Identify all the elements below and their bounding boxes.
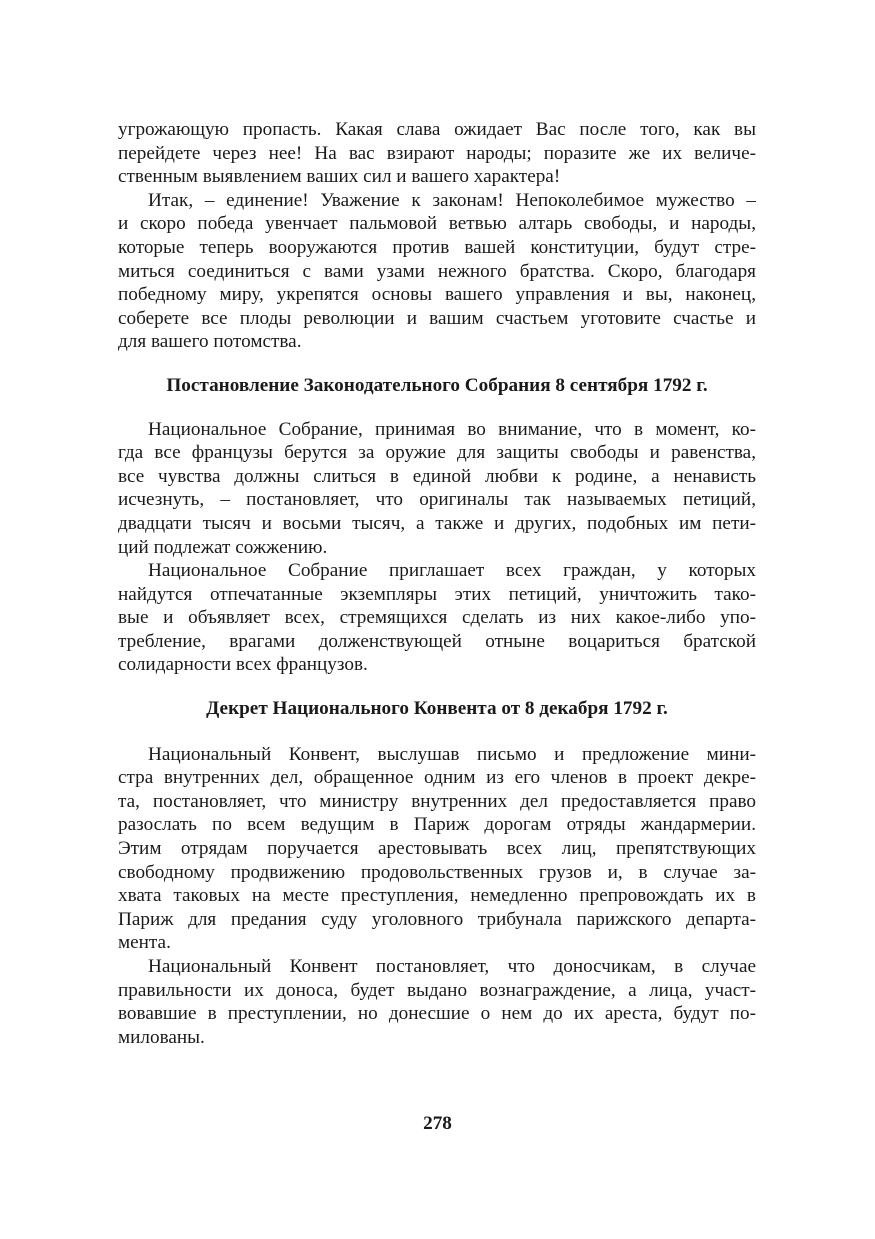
text-line: победному миру, укрепятся основы вашего управления и вы, наконец,: [118, 284, 756, 306]
text-line: исчезнуть, – постановляет, что оригиналы так называемых петиций,: [118, 489, 756, 511]
decree-paragraph-2: [118, 955, 756, 1049]
text-line: Национальное Собрание, принимая во внимание, что в момент, ко-: [148, 418, 756, 440]
text-line: Париж для предания суду уголовного трибунала парижского департа-: [118, 908, 756, 930]
text-line: двадцати тысяч и восьми тысяч, а также и других, подобных им пети-: [118, 512, 756, 534]
text-line: которые теперь вооружаются против вашей конституции, будут стре-: [118, 236, 756, 258]
text-line: для вашего потомства.: [118, 331, 302, 353]
text-line: все чувства должны слиться в единой любви к родине, а ненависть: [118, 465, 756, 487]
page-body: [118, 118, 756, 1049]
text-line: мента.: [118, 932, 171, 954]
intro-paragraph-1: [118, 118, 756, 189]
text-line: перейдете через нее! На вас взирают народы; поразите же их величе-: [118, 142, 756, 164]
text-line: гда все французы берутся за оружие для защиты свободы и равенства,: [118, 442, 756, 464]
page-number: 278: [423, 1113, 452, 1134]
text-line: Национальный Конвент постановляет, что доносчикам, в случае: [148, 956, 756, 977]
text-line: разослать по всем ведущим в Париж дорогам отряды жандармерии.: [118, 814, 756, 836]
text-line: вые и объявляет всех, стремящихся сделать из них какое-либо упо-: [118, 607, 756, 629]
text-line: свободному продвижению продовольственных грузов и, в случае за-: [118, 861, 756, 883]
text-line: Итак, – единение! Уважение к законам! Непоколебимое мужество –: [148, 189, 756, 211]
section-heading-resolution: Постановление Законодательного Собрания 8 сентября 1792 г.: [166, 374, 708, 396]
text-line: вовавшие в преступлении, но донесшие о нем до их ареста, будут по-: [118, 1003, 756, 1025]
section-heading-decree: Декрет Национального Конвента от 8 декабря 1792 г.: [206, 698, 668, 720]
intro-paragraph-2: [118, 189, 756, 354]
text-line: солидарности всех французов.: [118, 654, 368, 676]
resolution-paragraph-2: [118, 559, 756, 677]
text-line: та, постановляет, что министру внутренних дел предоставляется право: [118, 790, 756, 812]
text-line: Национальный Конвент, выслушав письмо и предложение мини-: [148, 743, 756, 765]
text-line: правильности их доноса, будет выдано вознаграждение, а лица, участ-: [118, 979, 756, 1001]
text-line: Национальное Собрание приглашает всех граждан, у которых: [148, 560, 756, 582]
decree-paragraph-1: [118, 743, 756, 955]
text-line: угрожающую пропасть. Какая слава ожидает Вас после того, как вы: [118, 119, 756, 140]
text-line: требление, врагами долженствующей отныне воцариться братской: [118, 630, 756, 652]
resolution-paragraph-1: [118, 418, 756, 560]
text-line: и скоро победа увенчает пальмовой ветвью алтарь свободы, и народы,: [118, 213, 756, 235]
text-line: найдутся отпечатанные экземпляры этих петиций, уничтожить тако-: [118, 583, 756, 605]
text-line: хвата таковых на месте преступления, немедленно препровождать их в: [118, 885, 756, 907]
text-line: Этим отрядам поручается арестовывать всех лиц, препятствующих: [118, 838, 756, 860]
text-line: милованы.: [118, 1026, 205, 1048]
text-line: стра внутренних дел, обращенное одним из его членов в проект декре-: [118, 767, 756, 789]
text-line: ций подлежат сожжению.: [118, 536, 328, 558]
text-line: соберете все плоды революции и вашим счастьем уготовите счастье и: [118, 307, 756, 329]
text-line: миться соединиться с вами узами нежного братства. Скоро, благодаря: [118, 260, 756, 282]
text-line: ственным выявлением ваших сил и вашего характера!: [118, 166, 561, 188]
